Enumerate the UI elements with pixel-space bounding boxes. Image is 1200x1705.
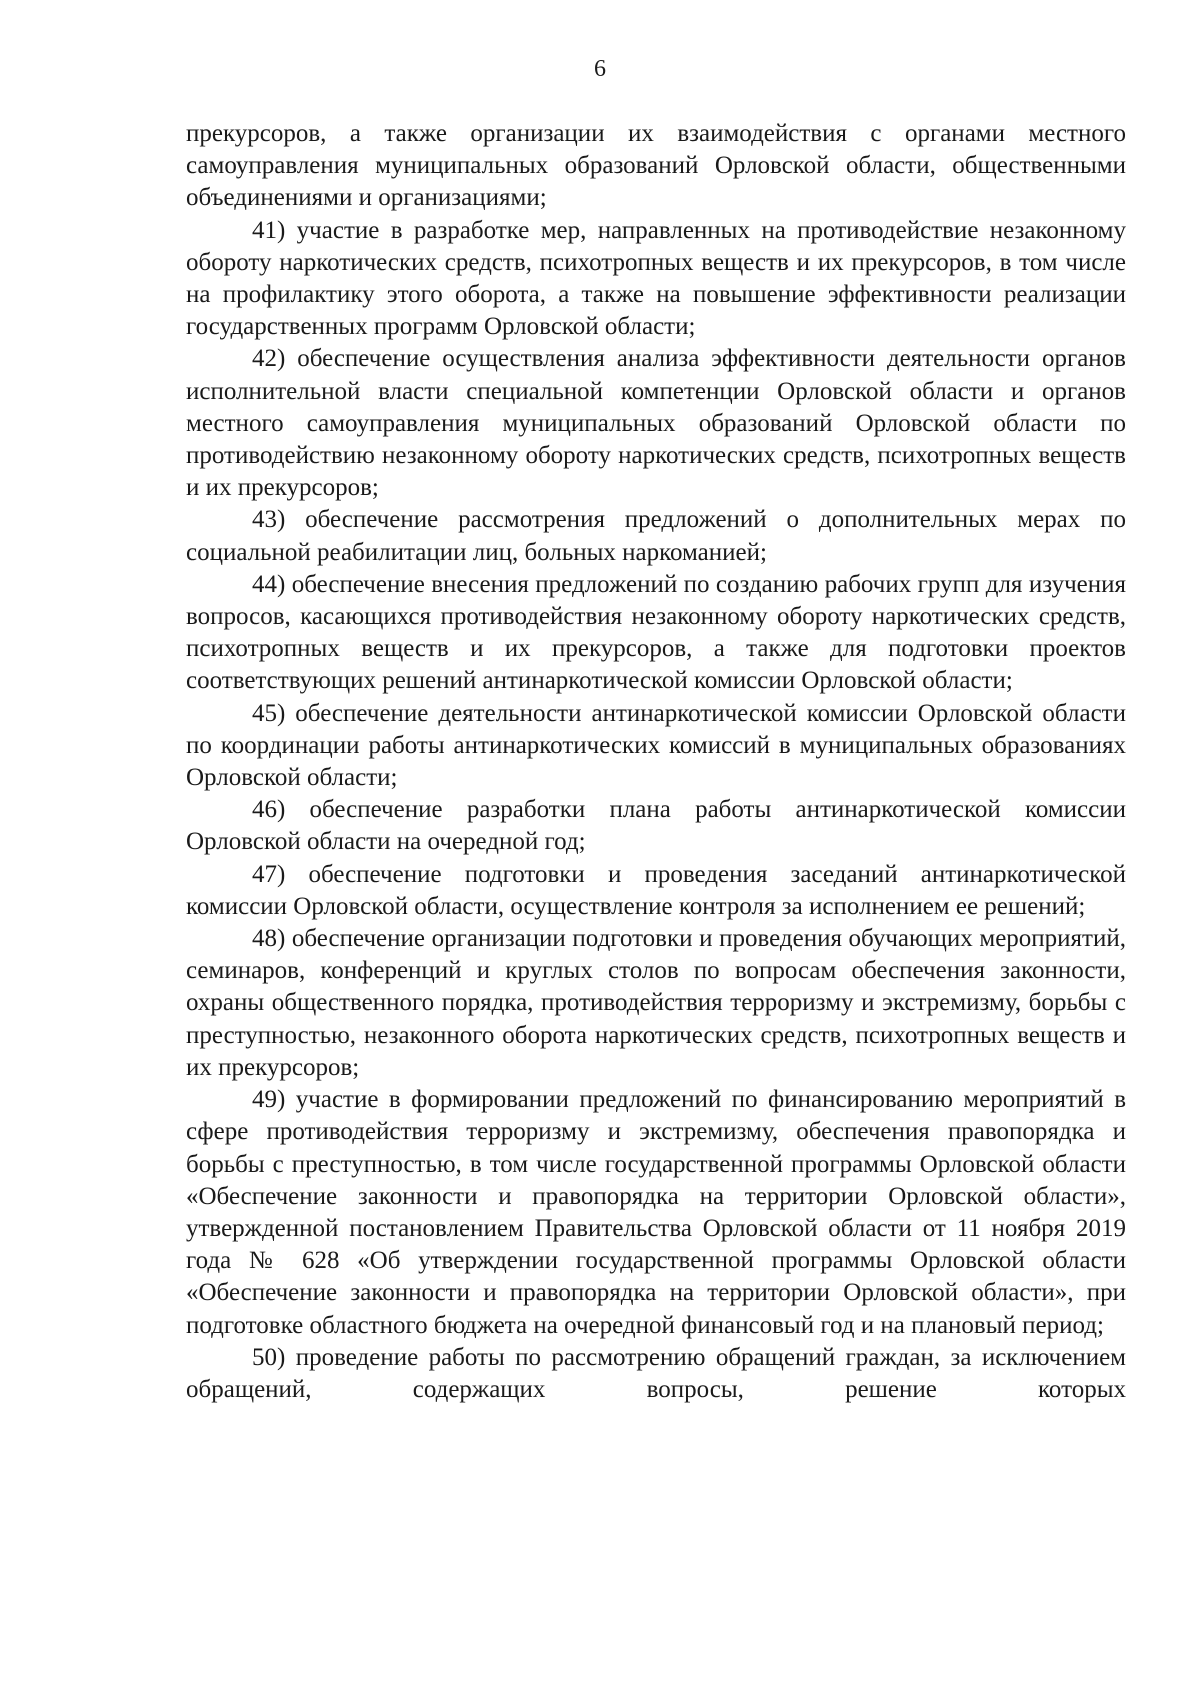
paragraph-item-48: 48) обеспечение организации подготовки и проведения обучающих мероприятий, семинаров, конференций и круглых столов по вопросам обеспечения законности, охраны общественного порядка, противодействия терроризму и экстремизму, борьбы с преступностью, незаконного оборота наркотических средств, психотропных веществ и их прекурсоров; xyxy=(186,925,1126,1081)
paragraph-item-50: 50) проведение работы по рассмотрению обращений граждан, за исключением обращений, содержащих вопросы, решение которых xyxy=(186,1343,1126,1403)
document-body xyxy=(186,118,1126,1406)
paragraph-item-49: 49) участие в формировании предложений по финансированию мероприятий в сфере противодействия терроризму и экстремизму, обеспечения правопорядка и борьбы с преступностью, в том числе государственной программы Орловской области «Обеспечение законности и правопорядка на территории Орловской области», утвержденной постановлением Правительства Орловской области от 11 ноября 2019 года № 628 «Об утверждении государственной программы Орловской области «Обеспечение законности и правопорядка на территории Орловской области», при подготовке областного бюджета на очередной финансовый год и на плановый период; xyxy=(186,1086,1126,1339)
paragraph-item-46: 46) обеспечение разработки плана работы антинаркотической комиссии Орловской области на очередной год; xyxy=(186,796,1126,856)
paragraph-item-47: 47) обеспечение подготовки и проведения заседаний антинаркотической комиссии Орловской области, осуществление контроля за исполнением ее решений; xyxy=(186,860,1126,920)
paragraph-item-44: 44) обеспечение внесения предложений по созданию рабочих групп для изучения вопросов, касающихся противодействия незаконному обороту наркотических средств, психотропных веществ и их прекурсоров, а также для подготовки проектов соответствующих решений антинаркотической комиссии Орловской области; xyxy=(186,570,1126,695)
paragraph-continuation: прекурсоров, а также организации их взаимодействия с органами местного самоуправления муниципальных образований Орловской области, общественными объединениями и организациями; xyxy=(186,120,1126,212)
paragraph-item-42: 42) обеспечение осуществления анализа эффективности деятельности органов исполнительной власти специальной компетенции Орловской области и органов местного самоуправления муниципальных образований Орловской области по противодействию незаконному обороту наркотических средств, психотропных веществ и их прекурсоров; xyxy=(186,345,1126,502)
paragraph-item-41: 41) участие в разработке мер, направленных на противодействие незаконному обороту наркотических средств, психотропных веществ и их прекурсоров, в том числе на профилактику этого оборота, а также на повышение эффективности реализации государственных программ Орловской области; xyxy=(186,216,1126,341)
paragraph-item-45: 45) обеспечение деятельности антинаркотической комиссии Орловской области по координации работы антинаркотических комиссий в муниципальных образованиях Орловской области; xyxy=(186,699,1126,792)
paragraph-item-43: 43) обеспечение рассмотрения предложений о дополнительных мерах по социальной реабилитации лиц, больных наркоманией; xyxy=(186,506,1126,566)
page-number: 6 xyxy=(594,56,606,82)
